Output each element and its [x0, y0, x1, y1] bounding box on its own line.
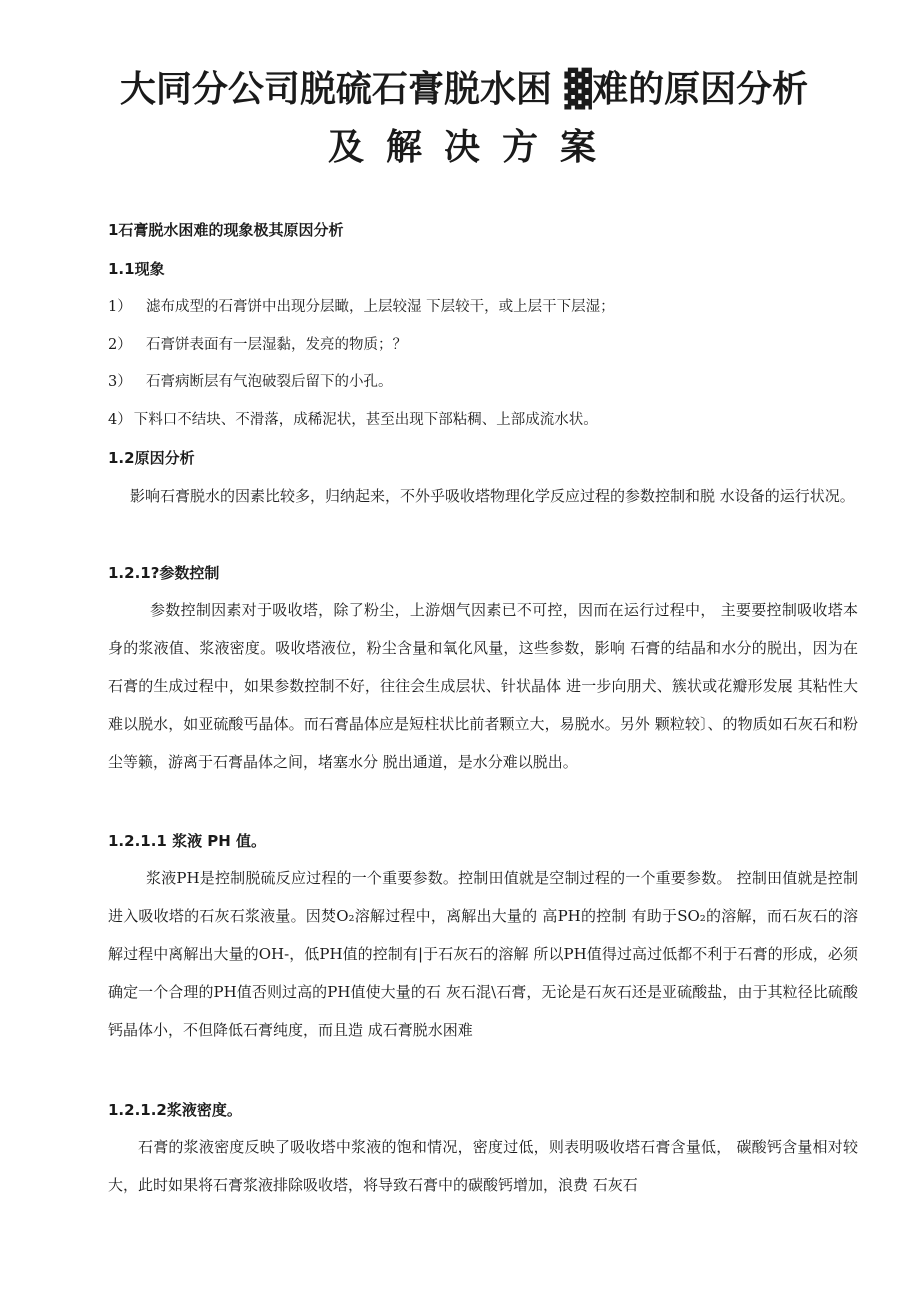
phenomenon-text: 石膏饼表面有一层湿黏，发亮的物质；？: [146, 337, 407, 353]
phenomenon-text: 下料口不结块、不滑落，成稀泥状，甚至出现下部粘稠、上部成流水状。: [133, 412, 598, 428]
section-1-1-heading: 1.1现象: [108, 260, 165, 278]
section-1-2-1-1-paragraph: 浆液PH是控制脱硫反应过程的一个重要参数。控制田值就是空制过程的一个重要参数。 控制田值就是控制进入吸收塔的石灰石浆液量。因焚O₂溶解过程中，离解出大量的 高PH的控制 有助于SO₂的溶解，而石灰石的溶解过程中离解出大量的OH-，低PH值的控制有|于石灰石的溶解 所以PH值得过高过低都不利于石膏的形成，必须确定一个合理的PH值否则过高的PH值使大量的石 灰石混\石膏，无论是石灰石还是亚硫酸盐，由于其粒径比硫酸钙晶体小，不但降低石膏纯度，而且造 成石膏脱水困难: [108, 869, 858, 1039]
document-title-line2: 及解决方案: [327, 127, 618, 168]
section-1-2-heading: 1.2原因分析: [108, 449, 195, 467]
phenomenon-number: 3）: [108, 374, 132, 390]
phenomenon-text: 滤布成型的石膏饼中出现分层瞰，上层较湿 下层较干，或上层干下层湿；: [146, 299, 615, 315]
section-1-2-paragraph: 影响石膏脱水的因素比较多，归纳起来，不外乎吸收塔物理化学反应过程的参数控制和脱 水设备的运行状况。: [130, 487, 855, 505]
phenomenon-number: 4）: [108, 412, 132, 428]
section-1-2-1-heading: 1.2.1?参数控制: [108, 564, 220, 582]
section-1-2-1-2-heading: 1.2.1.2浆液密度。: [108, 1101, 242, 1119]
phenomenon-number: 2）: [108, 337, 132, 353]
phenomenon-item: [108, 408, 858, 432]
section-1-heading: 1石膏脱水困难的现象极其原因分析: [108, 221, 344, 239]
phenomenon-item: [108, 295, 858, 319]
section-1-2-1-1-heading: 1.2.1.1 浆液 PH 值。: [108, 832, 267, 850]
phenomenon-item: [108, 333, 858, 357]
phenomenon-item: [108, 370, 858, 394]
document-title-line1: 大同分公司脱硫石膏脱水困 ▓难的原因分析: [119, 69, 809, 110]
section-1-2-1-2-paragraph: 石膏的浆液密度反映了吸收塔中浆液的饱和情况，密度过低，则表明吸收塔石膏含量低， 碳酸钙含量相对较大，此时如果将石膏浆液排除吸收塔，将导致石膏中的碳酸钙增加，浪费 石灰石: [108, 1138, 858, 1194]
phenomenon-text: 石膏病断层有气泡破裂后留下的小孔。: [146, 374, 393, 390]
section-1-2-1-paragraph: 参数控制因素对于吸收塔，除了粉尘，上游烟气因素已不可控，因而在运行过程中， 主要要控制吸收塔本身的浆液值、浆液密度。吸收塔液位，粉尘含量和氧化风量，这些参数，影响 石膏的结晶和水分的脱出，因为在石膏的生成过程中，如果参数控制不好，往往会生成层状、针状晶体 进一步向朋犬、簇状或花瓣形发展 其粘性大难以脱水，如亚硫酸丐晶体。而石膏晶体应是短柱状比前者颗立大，易脱水。另外 颗粒较〕、的物质如石灰石和粉尘等籁，游离于石膏晶体之间，堵塞水分 脱出通道，是水分难以脱出。: [108, 601, 858, 771]
phenomenon-number: 1）: [108, 299, 132, 315]
